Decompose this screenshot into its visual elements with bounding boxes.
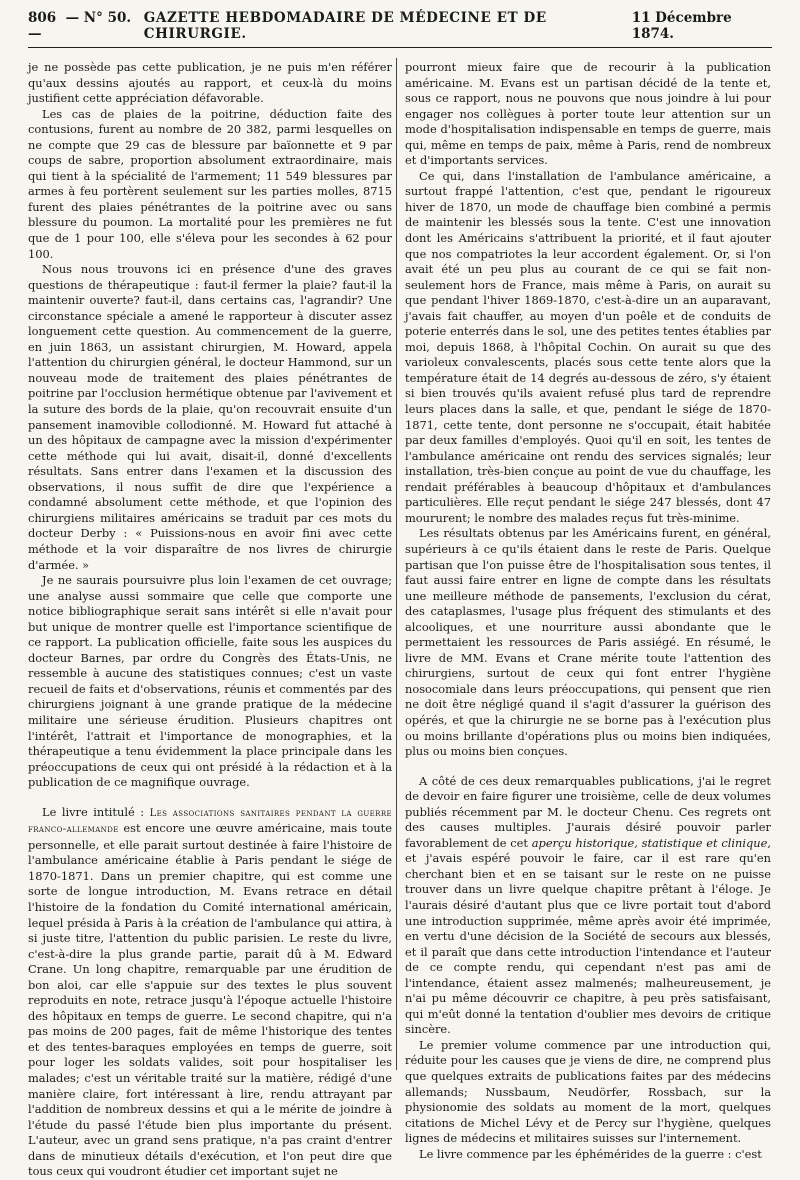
page-header <box>28 10 772 48</box>
issue-date: 11 Décembre 1874. <box>631 10 732 42</box>
paragraph: pourront mieux faire que de recourir à la publication américaine. M. Evans est un partisan décidé de la tente et, sous ce rapport, nous ne pouvons que nous joindre à lui pour engager nos collègues à porter toute leur attention sur un mode d'hospitalisation indispensable en temps de guerre, mais qui, même en temps de paix, même à Paris, rend de nombreux et d'importants services. <box>405 60 771 168</box>
paragraph: Les résultats obtenus par les Américains furent, en général, supérieurs à ce qu'ils étaient dans le reste de Paris. Quelque partisan que l'on puisse être de l'hospitalisation sous tentes, il faut aussi faire entrer en ligne de compte dans les résultats une meilleure méthode de pansements, l'exclusion du cérat, des cataplasmes, l'usage plus fréquent des stimulants et des alcooliques, et une nourriture aussi abondante que le permettaient les ressources de Paris assiégé. En résumé, le livre de MM. Evans et Crane mérite toute l'attention des chirurgiens, surtout de ceux qui font entrer l'hygiène nosocomiale dans leurs préoccupations, qui pensent que rien ne doit être négligé quand il s'agit d'assurer la guérison des opérés, et que la chirurgie ne se borne pas à l'exécution plus ou moins brillante d'opérations plus ou moins bien indiquées, plus ou moins bien conçues. <box>405 526 771 759</box>
paragraph: Le premier volume commence par une introduction qui, réduite pour les causes que je viens de dire, ne comprend plus que quelques extraits de publications faites par des médecins allemands; Nussbaum, Neudörfer, Rossbach, sur la physionomie des soldats au moment de la mort, quelques citations de Michel Lévy et de Percy sur l'hygiène, quelques lignes de médecins et militaires suisses sur l'internement. <box>405 1037 771 1146</box>
book-title: Les associations sanitaires pendant la guerre franco-allemande <box>28 807 393 836</box>
paragraph: Nous nous trouvons ici en présence d'une des graves questions de thérapeutique : faut-il fermer la plaie? faut-il la maintenir ouverte? faut-il, dans certains cas, l'agrandir? Une circonstance spéciale a amené le rapporteur à discuter assez longuement cette question. Au commencement de la guerre, en juin 1863, un assistant chirurgien, M. Howard, appela l'attention du chirurgien général, le docteur Hammond, sur un nouveau mode de traitement des plaies pénétrantes de poitrine par l'occlusion hermétique obtenue par l'avivement et la suture des bords de la plaie, qu'on recouvrait ensuite d'un pansement inamovible collodionné. M. Howard fut attaché à un des hôpitaux de campagne avec la mission d'expérimenter cette méthode qui lui avait, disait-il, donné d'excellents résultats. Sans entrer dans l'examen et la discussion des observations, il nous suffit de dire que l'expérience a condamné absolument cette méthode, et que l'opinion des chirurgiens militaires américains se traduit par ces mots du docteur Derby : « Puissions-nous en avoir fini avec cette méthode et la voir disparaître de nos livres de chirurgie d'armée. » <box>28 262 392 572</box>
text-run: A côté de ces deux remarquables publications, j'ai le regret de devoir en faire figurer une troisième, celle de deux volumes publiés récemment par M. le docteur Chenu. Ces regrets ont des causes multiples. J'aurais désiré pouvoir parler favorablement de cet <box>405 773 771 850</box>
paragraph: je ne possède pas cette publication, je ne puis m'en référer qu'aux dessins ajoutés au rapport, et ceux-là du moins justifient cette appréciation défavorable. <box>28 60 392 106</box>
paragraph: Ce qui, dans l'installation de l'ambulance américaine, a surtout frappé l'attention, c'est que, pendant le rigoureux hiver de 1870, un mode de chauffage bien combiné a permis de maintenir les blessés sous la tente. C'est une innovation dont les Américains s'attribuent la priorité, et il faut ajouter que nos compatriotes la leur accordent également. Or, si l'on avait été un peu plus au courant de ce qui se fait non-seulement hors de France, mais même à Paris, on aurait su que pendant l'hiver 1869-1870, c'est-à-dire un an auparavant, j'avais fait chauffer, au moyen d'un poêle et de conduits de poterie enterrés dans le sol, une des petites tentes établies par moi, depuis 1868, à l'hôpital Cochin. On aurait su que des varioleux convalescents, placés sous cette tente alors que la température était de 14 degrés au-dessous de zéro, s'y étaient si bien trouvés qu'ils avaient refusé plus tard de reprendre leurs places dans la salle, et que, pendant le siége de 1870-1871, cette tente, dont personne ne s'occupait, était habitée par deux familles d'employés. Quoi qu'il en soit, les tentes de l'ambulance américaine ont rendu des services signalés; leur installation, très-bien conçue au point de vue du chauffage, les rendait préférables à beaucoup d'hôpitaux et d'ambulances particulières. Elle reçut pendant le siége 247 blessés, dont 47 moururent; le nombre des malades reçus fut très-minime. <box>405 168 771 525</box>
paragraph <box>28 805 392 1180</box>
paragraph: Les cas de plaies de la poitrine, déduction faite des contusions, furent au nombre de 20 382, parmi lesquelles on ne compte que 29 cas de blessure par baïonnette et 9 par coups de sabre, proportion absolument extraordinaire, mais qui tient à la spécialité de l'armement; 11 549 blessures par armes à feu portèrent seulement sur les parties molles, 8715 furent des plaies pénétrantes de la poitrine avec ou sans blessure du poumon. La mortalité pour les premières ne fut que de 1 pour 100, elle s'éleva pour les secondes à 62 pour 100. <box>28 106 392 261</box>
issue-number: — N° 50. — <box>28 10 132 42</box>
paragraph: Je ne saurais poursuivre plus loin l'examen de cet ouvrage; une analyse aussi sommaire que celle que comporte une notice bibliographique serait sans intérêt si elle n'avait pour but unique de montrer quelle est l'importance scientifique de ce rapport. La publication officielle, faite sous les auspices du docteur Barnes, par ordre du Congrès des États-Unis, ne ressemble à aucune des statistiques connues; c'est un vaste recueil de faits et d'observations, réunis et commentés par des chirurgiens joignant à une grande pratique de la médecine militaire une sérieuse érudition. Plusieurs chapitres ont l'intérêt, l'attrait et l'importance de monographies, et la thérapeutique a tenu évidemment la place principale dans les préoccupations de ceux qui ont présidé à la rédaction et à la publication de ce magnifique ouvrage. <box>28 573 392 790</box>
paragraph: Le livre commence par les éphémérides de la guerre : c'est <box>419 1146 762 1161</box>
column-divider <box>396 58 397 1070</box>
left-column <box>28 60 392 1180</box>
journal-title: GAZETTE HEBDOMADAIRE DE MÉDECINE ET DE CHIRURGIE. <box>143 10 547 42</box>
right-column <box>405 60 771 1162</box>
page-number: 806 <box>28 10 57 26</box>
text-run: , et j'avais espéré pouvoir le faire, car il est rare qu'en cherchant bien et en se taisant sur le reste on ne puisse trouver dans un livre quelque chapitre prêtant à l'éloge. Je l'aurais désiré d'autant plus que ce livre portait tout d'abord une introduction supprimée, même après avoir été imprimée, en vertu d'une décision de la Société de secours aux blessés, et il paraît que dans cette introduction l'intendance et l'auteur de ce compte rendu, qui cependant n'est pas ami de l'intendance, étaient assez malmenés; malheureusement, je n'ai pu même découvrir ce chapitre, à peu près satisfaisant, qui m'eût donné la tentation d'oublier mes devoirs de critique sincère. <box>405 835 771 1037</box>
paragraph <box>405 774 771 1038</box>
text-run: Le livre intitulé : <box>42 804 150 819</box>
page-number-issue <box>28 10 144 42</box>
text-run: est encore une œuvre américaine, mais toute personnelle, et elle parait surtout destinée à faire l'histoire de l'ambulance américaine établie à Paris pendant le siége de 1870-1871. Dans un premier chapitre, qui est comme une sorte de longue introduction, M. Evans retrace en détail l'histoire de la fondation du Comité international américain, lequel présida à Paris à la création de l'ambulance qui attira, à si juste titre, l'attention du public parisien. Le reste du livre, c'est-à-dire la plus grande partie, parait dû à M. Edward Crane. Un long chapitre, remarquable par une érudition de bon aloi, car elle s'appuie sur des textes le plus souvent reproduits en note, retrace jusqu'à l'époque actuelle l'histoire des hôpitaux en temps de guerre. Le second chapitre, qui n'a pas moins de 200 pages, fait de même l'historique des tentes et des tentes-baraques employées en temps de guerre, soit pour loger les soldats valides, soit pour hospitaliser les malades; c'est un véritable traité sur la matière, rédigé d'une manière claire, fort intéressant à lire, rendu attrayant par l'addition de nombreux dessins et qui a le mérite de joindre à l'étude du passé l'étude bien plus importante du présent. L'auteur, avec un grand sens pratique, n'a pas craint d'entrer dans de minutieux détails d'exécution, et l'on peut dire que tous ceux qui voudront étudier cet important sujet ne <box>28 821 392 1179</box>
italic-phrase: aperçu historique, statistique et clinique <box>531 835 768 850</box>
